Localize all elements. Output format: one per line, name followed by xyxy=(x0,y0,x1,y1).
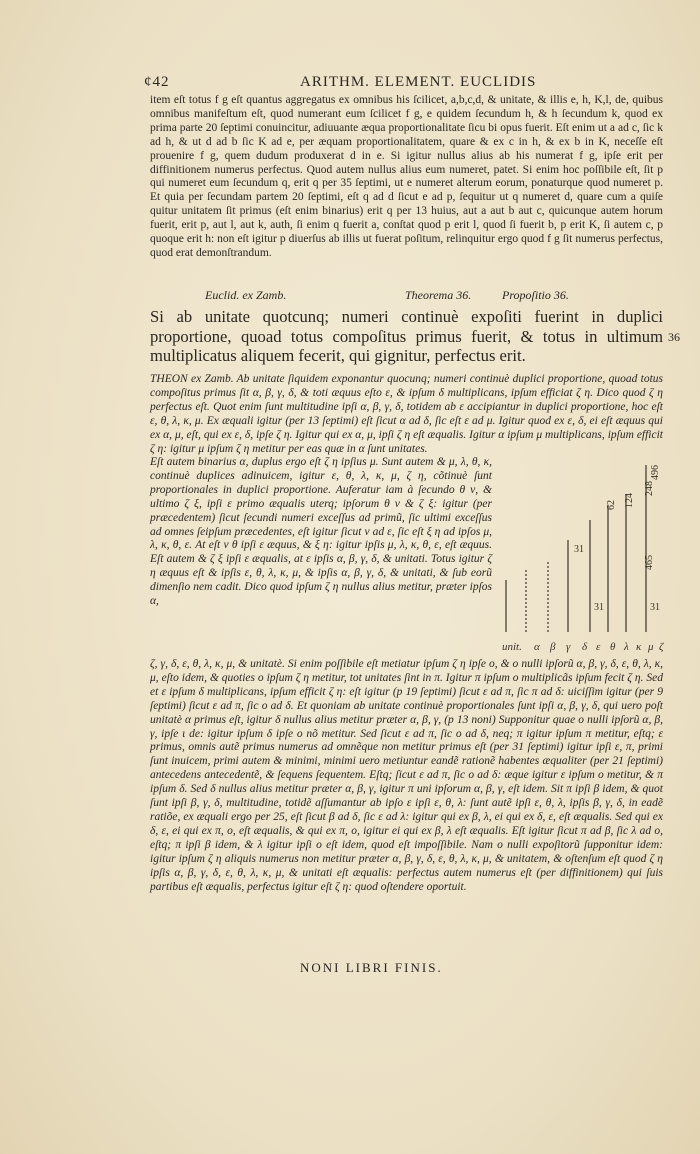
intro-text: item eſt totus f g eſt quantus aggregatus ex omnibus his ſcilicet, a,b,c,d, & unitate, & illis e, h, K,l, de, quibus omnibus manifeſtum eſt, quod numerant eum ſcilicet f g, e quidem ſecundum h, & h ſecundum k, quod ex prima parte 20 ſeptimi conuincitur, adiuuante æqua proportionalitate ſicu bi opus fuerit. Eſt enim ut a ad c, ſic k ad h, & ut d ad b ſic K ad e, per æquam proportionalitatem, quare & ex c in h, & ex b in K, neceſſe eſt prouenire f g, quem dudum produxerat d in e. Si igitur nullus alius ab his numerat f g, ipſe erit per diffinitionem numerus perfectus. Quod autem nullus alius eum numeret, patet. Si enim hoc poſſibile eſt, ſit p qui numeret eum ſecundum q, erit q per 35 ſeptimi, ut e numeret alterum eorum, ponaturque quod numeret p. Et quia per ſecundam partem 20 ſeptimi, eſt q ad d ſicut e ad p, ſequitur ut q numeret d, quare cum a quiſe quitur unitatem ſit primus (eſt enim binarius) erit q per 13 huius, aut a aut b aut c, quicunque autem horum fuerit, erit p, aut l, aut k, auth, ſi enim q fuerit a, conſtat quod p erit l, quod ſi fuerit b, p erit K, ſi autem c, p quoque erit h: non eſt igitur p diuerſus ab illis ut fuerat poſitum, relinquitur ergo quod f g ſit numerus perfectus, quod erat demonſtrandum. xyxy=(150,94,663,259)
book-end-label: NONI LIBRI FINIS. xyxy=(300,960,443,975)
theon-paragraph-2 xyxy=(150,658,663,894)
running-head: ARITHM. ELEMENT. EUCLIDIS xyxy=(300,74,537,90)
diagram-letter: ζ xyxy=(659,641,664,653)
source-right: Propoſitio 36. xyxy=(502,288,569,302)
proposition-text: Si ab unitate quotcunq; numeri continuè expoſiti fuerint in duplici proportione, quoad totus compoſitus primus fuerit, & totus in ultimum multiplicatus aliquem fecerit, qui gignitur, perfectus erit. xyxy=(150,307,663,365)
theon-text-1: THEON ex Zamb. Ab unitate ſiquidem exponantur quocunq; numeri continuè duplici proportione, quoad totus compoſitus primus ſit α, β, γ, δ, & toti æquus eſto ε, & ipſum δ multiplicans, ipſum efficiat ζ η. Dico quod ζ η perfectus eſt. Quot enim ſunt multitudine ipſi α, β, γ, δ, totidem ab ε accipiantur in duplici proportione, hoc eſt ε, θ, λ, κ, μ. Ex æquali igitur (per 13 ſeptimi) eſt ſicut α ad δ, ſic eſt ε ad μ. Igitur quod ex ε, δ, ei eſt æquus qui ex α, μ, eſt, qui ex ε, δ, ipſe ζ η. Igitur qui ex α, μ, ipſi ζ η eſt æqualis. Igitur α ipſum μ multiplicans, ipſum efficit ζ η: igitur μ ipſum ζ η metitur per eas quæ in α ſunt unitates. xyxy=(150,373,663,455)
diagram-number: 465 xyxy=(644,555,655,570)
diagram-letter: λ xyxy=(624,641,629,653)
diagram-number: 31 xyxy=(650,602,660,613)
source-left: Euclid. ex Zamb. xyxy=(205,288,287,302)
diagram-number: 248 xyxy=(644,481,655,496)
diagram-letter: κ xyxy=(636,641,642,653)
diagram-number: 31 xyxy=(594,602,604,613)
diagram-letter: γ xyxy=(566,641,571,653)
page-number: ¢42 xyxy=(144,74,170,90)
diagram-number: 62 xyxy=(606,500,617,510)
intro-paragraph xyxy=(150,94,663,261)
diagram-letter: θ xyxy=(610,641,616,653)
source-line xyxy=(205,288,625,303)
diagram-number: 31 xyxy=(574,544,584,555)
theon-narrow-paragraph xyxy=(150,456,492,609)
diagram-letter: β xyxy=(550,641,556,653)
diagram-unit-label: unit. xyxy=(502,641,522,653)
theon-text-2: ζ, γ, δ, ε, θ, λ, κ, μ, & unitatè. Si enim poſſibile eſt metiatur ipſum ζ η ipſe ο, & ο nulli ipſorũ α, β, γ, δ, ε, θ, λ, κ, μ, eſto idem, & quoties ο ipſum ζ η metitur, tot unitates ſint in π. Igitur π ipſum ο multiplicãs ipſum fecit ζ η. Sed et ε ipſum δ multiplicans, ipſum efficit ζ η: eſt igitur (p 19 ſeptimi) ſicut ε ad π, ſic π ad δ: uiciſſim igitur (per 9 ſeptimi) ſicut ε ad π, ſic ο ad δ. Et quoniam ab unitate continuè proportionales ſunt ipſi α, β, γ, δ, qui uero poſt unitatè α primus eſt, igitur δ nullus alius metitur præter α, β, γ, (p 13 noni) Supponitur quae ο nulli ipſorũ α, β, γ, ipſe ι de: igitur ipſum δ ipſe ο nõ metitur. Sed ſicut ε ad π, ſic ο ad δ, neq; π igitur ipſum π metitur, eſtq; ε primus, omnis autẽ primus numerus ad omnẽque non metitur primus eſt (per 31 ſeptimi) igitur ipſi ε, π, primi ſunt inuicem, primi autem & minimi, minimi uero metiuntur eandẽ rationẽ habentes æqualiter (per 21 ſeptimi) antecedens antecedentẽ, & ſequens ſequentem. Eſtq; ſicut ε ad π, ſic ο ad δ: æque igitur ε ipſum ο metitur, & π ipſum δ. Sed δ nullus alius metitur præter α, β, γ, igitur π uni ipſorum α, β, γ, eſt idem. Sit π ipſi β idem, & quot ſunt ipſi β, γ, δ, multitudine, totidẽ aſſumantur ab ipſo ε ipſi ε, θ, λ: ſunt autẽ ipſi ε, θ, λ, ipſis β, γ, δ, in eadẽ ratiõe, ex æquali ergo per 25, eſt ſicut β ad δ, ſic ε ad λ: igitur qui ex β, λ, ei qui ex δ, ε, eſt æqualis. Sed qui ex δ, ε, ei qui ex π, ο, eſt æqualis, & qui ex π, ο, igitur ei qui ex β, λ eſt æqualis. Eſt igitur ſicut π ad β, ſic λ ad ο, eſtq; π ipſi β idem, & λ igitur ipſi ο eſt idem, quod eſt impoſſibile. Nam ο nulli expoſitorũ ſupponitur idem: igitur ipſum ζ η aliquis numerus non metitur præter α, β, γ, δ, ε, θ, λ, κ, μ, & unitatem, & oſtenſum eſt quod ζ η ipſis α, β, γ, δ, ε, θ, λ, κ, μ, & unitati eſt æqualis: perfectus autem numerus eſt (per diffinitionem) qui ſuis partibus eſt æqualis, perfectus igitur eſt ζ η: quod oſtendere oportuit. xyxy=(150,658,663,893)
margin-number: 36 xyxy=(668,330,680,344)
diagram-letter: δ xyxy=(582,641,588,653)
diagram-letter: α xyxy=(534,641,540,653)
theon-paragraph-1 xyxy=(150,373,663,456)
source-middle: Theorema 36. xyxy=(405,288,472,302)
diagram-number: 124 xyxy=(624,493,635,508)
diagram-letter: μ xyxy=(648,641,654,653)
theon-narrow-text: Eſt autem binarius α, duplus ergo eſt ζ η ipſius μ. Sunt autem & μ, λ, θ, κ, continuè duplices adinuicem, igitur ε, θ, λ, κ, μ, ζ η, cõtinuè ſunt proportionales in duplici proportione. Auferatur iam à ſecundo θ ν, & ultimo ζ ξ, ipſi ε primo æqualis uterq; ipſorum θ ν & ζ ξ: igitur (per præcedentem) ſicut ſecundi numeri exceſſus ad primũ, ſic ultimi exceſſus ad omnes ſeipſum præcedentes, eſt igitur ſicut ν ad ε, ſic eſt ξ η ad ipſos μ, λ, κ, θ, ε. At eſt ν θ ipſi ε æquus, & ξ η: igitur ipſis μ, λ, κ, θ, ε, eſt æquus. Eſt autem & ζ ξ ipſi ε æqualis, at ε ipſis α, β, γ, δ, & unitati. Totus igitur ζ η æquus eſt & ipſis ε, θ, λ, κ, μ, & ipſis α, β, γ, δ, & unitati, & ſub eorũ dimenſio nem cadit. Dico quod ipſum ζ η nullus alius metitur, præter ipſos α, xyxy=(150,456,492,608)
diagram-letter: ε xyxy=(596,641,601,653)
diagram-number: 496 xyxy=(650,465,661,480)
number-line-diagram xyxy=(496,460,666,656)
